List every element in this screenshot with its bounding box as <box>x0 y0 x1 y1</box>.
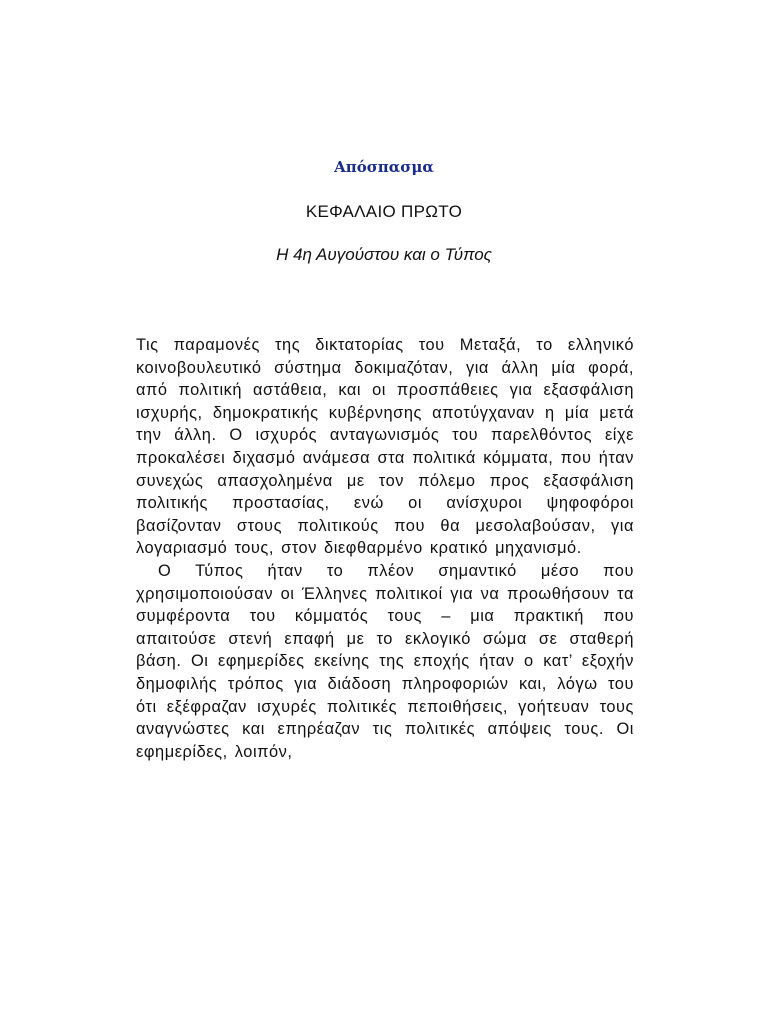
body-text <box>136 334 634 763</box>
paragraph-1: Τις παραμονές της δικτατορίας του Μεταξά, το ελληνικό κοινοβουλευτικό σύστημα δοκιμαζόταν, για άλλη μία φορά, από πολιτική αστάθεια, και οι προσπάθειες για εξασφάλιση ισχυρής, δημοκρατικής κυβέρνησης αποτύγχαναν η μία μετά την άλλη. Ο ισχυρός ανταγωνισμός του παρελθόντος είχε προκαλέσει διχασμό ανάμεσα στα πολιτικά κόμματα, που ήταν συνεχώς απασχολημένα με τον πόλεμο προς εξασφάλιση πολιτικής προστασίας, ενώ οι ανίσχυροι ψηφοφόροι βασίζονταν στους πολιτικούς που θα μεσολαβούσαν, για λογαριασμό τους, στον διεφθαρμένο κρατικό μηχανισμό. <box>136 336 634 558</box>
chapter-title: ΚΕΦΑΛΑΙΟ ΠΡΩΤΟ <box>305 202 463 221</box>
chapter-subtitle: Η 4η Αυγούστου και ο Τύπος <box>276 245 492 264</box>
excerpt-label: Απόσπασμα <box>334 158 434 176</box>
paragraph-2: Ο Τύπος ήταν το πλέον σημαντικό μέσο που χρησιμοποιούσαν οι Έλληνες πολιτικοί για να προωθήσουν τα συμφέροντα του κόμματός τους – μια πρακτική που απαιτούσε στενή επαφή με το εκλογικό σώμα σε σταθερή βάση. Οι εφημερίδες εκείνης της εποχής ήταν ο κατ’ εξοχήν δημοφιλής τρόπος για διάδοση πληροφοριών και, λόγω του ότι εξέφραζαν ισχυρές πολιτικές πεποιθήσεις, γοήτευαν τους αναγνώστες και επηρέαζαν τις πολιτικές απόψεις τους. Οι εφημερίδες, λοιπόν, <box>136 561 634 761</box>
